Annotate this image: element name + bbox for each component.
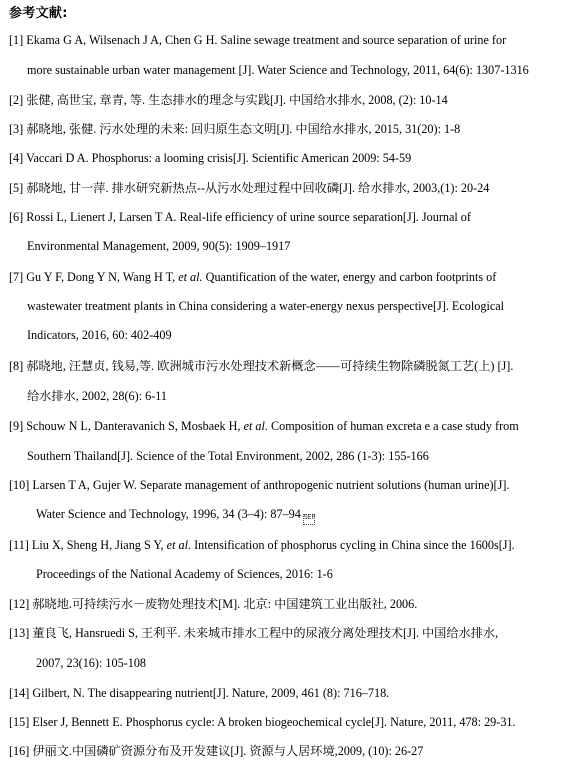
reference-13-line-1: [13] 董良飞, Hansruedi S, 王利平. 未来城市排水工程中的尿液分离处理技术[J]. 中国给水排水, xyxy=(9,626,499,640)
reference-3-line-1: [3] 郝晓地, 张健. 污水处理的未来: 回归原生态文明[J]. 中国给水排水, 2015, 31(20): 1-8 xyxy=(9,122,461,136)
reference-8-line-1: [8] 郝晓地, 汪慧贞, 钱易,等. 欧洲城市污水处理技术新概念——可持续生物除磷脱氮工艺(上) [J]. xyxy=(9,359,514,373)
reference-7-line-1 xyxy=(9,270,496,285)
references-heading: 参考文献: xyxy=(9,6,68,21)
reference-7-line-3: Indicators, 2016, 60: 402-409 xyxy=(27,328,172,342)
reference-11-text-a: [11] Liu X, Sheng H, Jiang S Y, xyxy=(9,538,167,552)
reference-4-line-1: [4] Vaccari D A. Phosphorus: a looming crisis[J]. Scientific American 2009: 54-59 xyxy=(9,151,412,165)
reference-10-text: Water Science and Technology, 1996, 34 (3–4): 87–94 xyxy=(36,507,301,521)
reference-11-line-1 xyxy=(9,538,515,553)
reference-9-text-b: . Composition of human excreta e a case study from xyxy=(264,419,519,433)
placeholder-glyph-icon: SEP xyxy=(303,514,315,525)
reference-11-line-2: Proceedings of the National Academy of Sciences, 2016: 1-6 xyxy=(36,567,333,581)
reference-10-line-2 xyxy=(36,507,315,525)
reference-11-etal: et al. xyxy=(166,538,192,552)
reference-16-line-1: [16] 伊丽文.中国磷矿资源分布及开发建议[J]. 资源与人居环境,2009, (10): 26-27 xyxy=(9,744,424,758)
reference-14-line-1: [14] Gilbert, N. The disappearing nutrient[J]. Nature, 2009, 461 (8): 716–718. xyxy=(9,686,390,700)
reference-1-line-2: more sustainable urban water management [J]. Water Science and Technology, 2011, 64(6): 1307-1316 xyxy=(27,63,529,77)
reference-10-line-1: [10] Larsen T A, Gujer W. Separate management of anthropogenic nutrient solutions (human urine)[J]. xyxy=(9,478,510,492)
reference-12-line-1: [12] 郝晓地.可持续污水－废物处理技术[M]. 北京: 中国建筑工业出版社, 2006. xyxy=(9,597,418,611)
reference-13-line-2: 2007, 23(16): 105-108 xyxy=(36,656,147,670)
reference-7-text-a: [7] Gu Y F, Dong Y N, Wang H T, xyxy=(9,270,179,284)
reference-2-line-1: [2] 张健, 高世宝, 章青, 等. 生态排水的理念与实践[J]. 中国给水排水, 2008, (2): 10-14 xyxy=(9,93,448,107)
reference-5-line-1: [5] 郝晓地, 甘一萍. 排水研究新热点--从污水处理过程中回收磷[J]. 给水排水, 2003,(1): 20-24 xyxy=(9,181,490,195)
reference-9-text-a: [9] Schouw N L, Danteravanich S, Mosbaek H, xyxy=(9,419,244,433)
reference-6-line-2: Environmental Management, 2009, 90(5): 1909–1917 xyxy=(27,239,291,253)
reference-7-text-b: Quantification of the water, energy and carbon footprints of xyxy=(202,270,497,284)
reference-7-line-2: wastewater treatment plants in China considering a water-energy nexus perspective[J]. Ecological xyxy=(27,299,505,313)
reference-9-line-1 xyxy=(9,419,519,434)
reference-1-line-1: [1] Ekama G A, Wilsenach J A, Chen G H. Saline sewage treatment and source separation of urine for xyxy=(9,33,507,47)
reference-8-line-2: 给水排水, 2002, 28(6): 6-11 xyxy=(27,389,168,403)
reference-9-line-2: Southern Thailand[J]. Science of the Total Environment, 2002, 286 (1-3): 155-166 xyxy=(27,449,429,463)
reference-15-line-1: [15] Elser J, Bennett E. Phosphorus cycle: A broken biogeochemical cycle[J]. Nature, 2011, 478: 29-31. xyxy=(9,715,516,729)
reference-9-etal: et al xyxy=(243,419,265,433)
reference-7-etal: et al. xyxy=(178,270,203,284)
reference-11-text-b: Intensification of phosphorus cycling in China since the 1600s[J]. xyxy=(191,538,515,552)
reference-6-line-1: [6] Rossi L, Lienert J, Larsen T A. Real-life efficiency of urine source separation[J]. Journal of xyxy=(9,210,471,224)
